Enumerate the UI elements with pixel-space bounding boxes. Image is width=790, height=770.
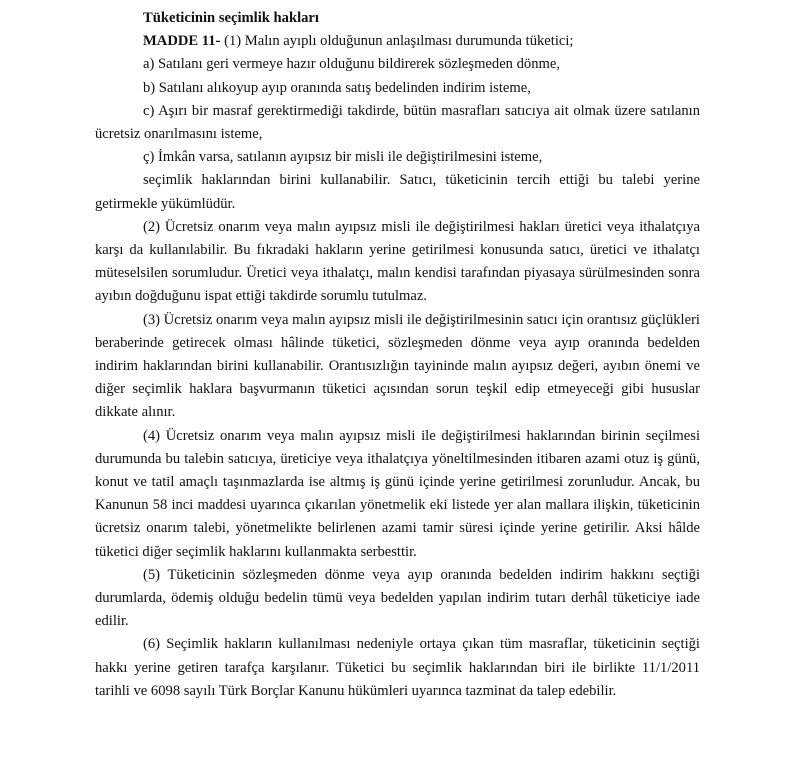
article-item-cc: ç) İmkân varsa, satılanın ayıpsız bir misli ile değiştirilmesini isteme, <box>143 149 543 166</box>
article-item-a: a) Satılanı geri vermeye hazır olduğunu bildirerek sözleşmeden dönme, <box>143 56 560 73</box>
article-item-b: b) Satılanı alıkoyup ayıp oranında satış bedelinden indirim isteme, <box>143 79 531 96</box>
section-heading: Tüketicinin seçimlik hakları <box>143 10 319 26</box>
document-page <box>95 7 700 703</box>
paragraph-4: (4) Ücretsiz onarım veya malın ayıpsız misli ile değiştirilmesi haklarından birinin seçilmesi durumunda bu talebin satıcıya, üreticiye veya ithalatçıya yöneltilmesinden itibaren azami otuz iş günü, konut ve tatil amaçlı taşınmazlarda ise altmış iş günü içinde yerine getirilmesi zorunludur. Ancak, bu Kanunun 58 inci maddesi uyarınca çıkarılan yönetmelik eki listede yer alan mallara ilişkin, tüketicinin ücretsiz onarım talebi, yönetmelikte belirlenen azami tamir süresi içinde yerine getirilir. Aksi hâlde tüketici diğer seçimlik haklarını kullanmakta serbesttir. <box>95 427 700 560</box>
paragraph-3: (3) Ücretsiz onarım veya malın ayıpsız misli ile değiştirilmesinin satıcı için orantısız güçlükleri beraberinde getirecek olması hâlinde tüketici, sözleşmeden dönme veya ayıp oranında bedelden indirim haklarından birini kullanabilir. Orantısızlığın tayininde malın ayıpsız değeri, ayıbın önemi ve diğer seçimlik haklara başvurmanın tüketici açısından sorun teşkil edip etmeyeceği gibi hususlar dikkate alınır. <box>95 311 700 421</box>
article-label: MADDE 11- <box>143 33 221 50</box>
article-item-c: c) Aşırı bir masraf gerektirmediği takdirde, bütün masrafları satıcıya ait olmak üzere satılanın ücretsiz onarılmasını isteme, <box>95 102 700 143</box>
paragraph-2: (2) Ücretsiz onarım veya malın ayıpsız misli ile değiştirilmesi hakları üretici veya ithalatçıya karşı da kullanılabilir. Bu fıkradaki hakların yerine getirilmesi konusunda satıcı, üretici ve ithalatçı müteselsilen sorumludur. Üretici veya ithalatçı, malın kendisi tarafından piyasaya sürülmesinden sonra ayıbın doğduğunu ispat ettiği takdirde sorumlu tutulmaz. <box>95 218 700 305</box>
article-intro-text: (1) Malın ayıplı olduğunun anlaşılması durumunda tüketici; <box>220 33 574 50</box>
article-item-conclusion: seçimlik haklarından birini kullanabilir. Satıcı, tüketicinin tercih ettiği bu talebi yerine getirmekle yükümlüdür. <box>95 172 700 212</box>
article-intro <box>95 30 700 53</box>
paragraph-5: (5) Tüketicinin sözleşmeden dönme veya ayıp oranında bedelden indirim hakkını seçtiği durumlarda, ödemiş olduğu bedelin tümü veya bedelden yapılan indirim tutarı derhâl tüketiciye iade edilir. <box>95 566 700 630</box>
paragraph-6: (6) Seçimlik hakların kullanılması nedeniyle ortaya çıkan tüm masraflar, tüketicinin seçtiği hakkı yerine getiren tarafça karşılanır. Tüketici bu seçimlik haklarından biri ile birlikte 11/1/2011 tarihli ve 6098 sayılı Türk Borçlar Kanunu hükümleri uyarınca tazminat da talep edebilir. <box>95 636 700 699</box>
